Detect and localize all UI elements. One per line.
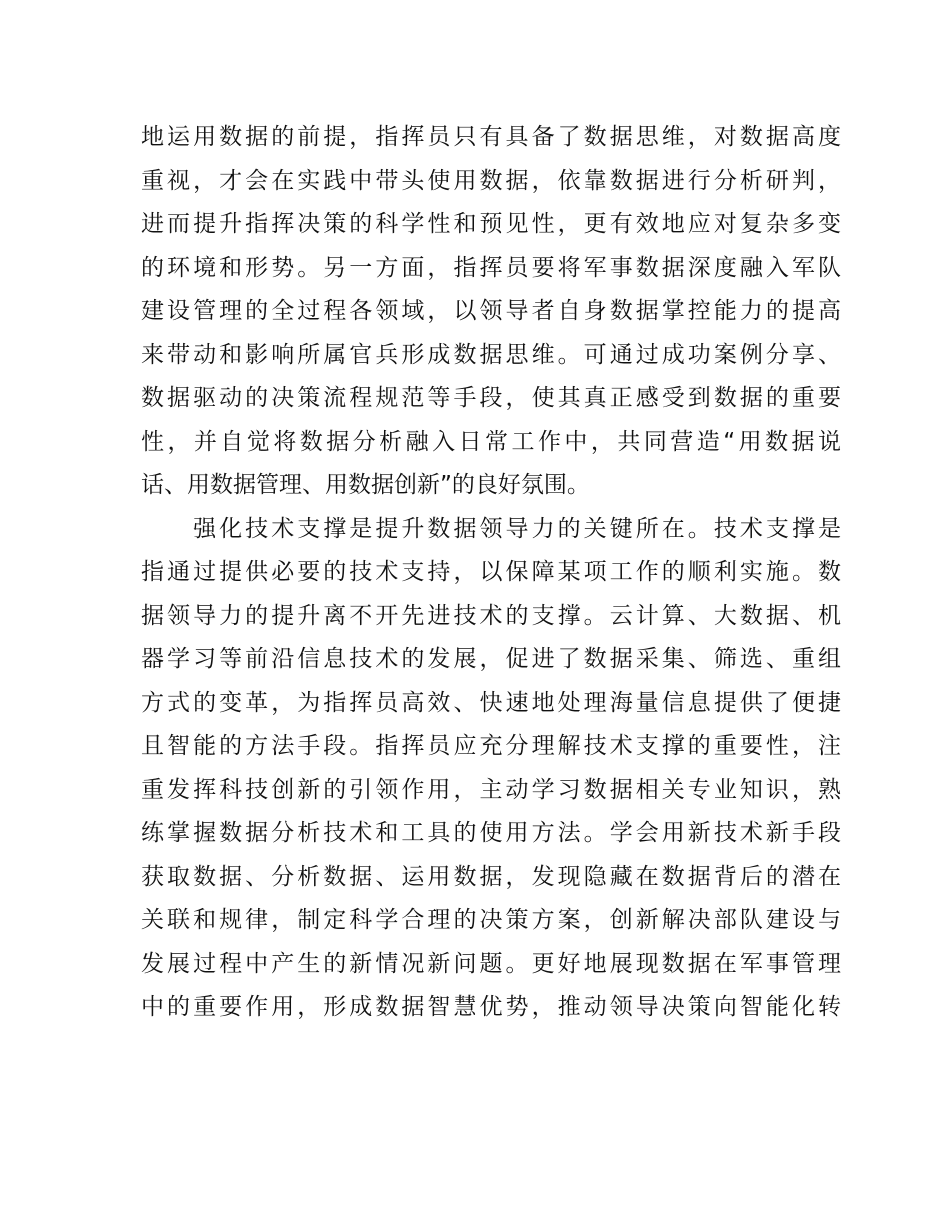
text-line: 性，并自觉将数据分析融入日常工作中，共同营造“用数据说 <box>141 428 841 455</box>
text-line: 话、用数据管理、用数据创新”的良好氛围。 <box>141 472 590 498</box>
text-line: 指通过提供必要的技术支持，以保障某项工作的顺利实施。数 <box>141 559 841 585</box>
text-line: 方式的变革，为指挥员高效、快速地处理海量信息提供了便捷 <box>141 689 841 716</box>
text-line: 据领导力的提升离不开先进技术的支撑。云计算、大数据、机 <box>141 602 841 629</box>
text-line: 器学习等前沿信息技术的发展，促进了数据采集、筛选、重组 <box>141 646 841 672</box>
paragraph-2 <box>141 508 841 1030</box>
text-line: 数据驱动的决策流程规范等手段，使其真正感受到数据的重要 <box>141 385 841 411</box>
text-line: 发展过程中产生的新情况新问题。更好地展现数据在军事管理 <box>141 950 841 977</box>
text-line: 且智能的方法手段。指挥员应充分理解技术支撑的重要性，注 <box>141 733 841 759</box>
text-line: 获取数据、分析数据、运用数据，发现隐藏在数据背后的潜在 <box>141 863 841 890</box>
body-text <box>141 116 841 1030</box>
text-line: 中的重要作用，形成数据智慧优势，推动领导决策向智能化转 <box>141 994 841 1020</box>
text-line: 的环境和形势。另一方面，指挥员要将军事数据深度融入军队 <box>141 254 841 281</box>
text-line: 关联和规律，制定科学合理的决策方案，创新解决部队建设与 <box>141 907 841 933</box>
text-line: 重发挥科技创新的引领作用，主动学习数据相关专业知识，熟 <box>141 776 841 803</box>
text-line: 地运用数据的前提，指挥员只有具备了数据思维，对数据高度 <box>141 124 841 150</box>
text-line: 重视，才会在实践中带头使用数据，依靠数据进行分析研判， <box>141 167 841 194</box>
text-line: 练掌握数据分析技术和工具的使用方法。学会用新技术新手段 <box>141 820 841 846</box>
paragraph-1 <box>141 116 841 508</box>
text-line: 来带动和影响所属官兵形成数据思维。可通过成功案例分享、 <box>141 341 841 368</box>
text-line: 进而提升指挥决策的科学性和预见性，更有效地应对复杂多变 <box>141 211 841 237</box>
text-line: 建设管理的全过程各领域，以领导者自身数据掌控能力的提高 <box>141 298 841 324</box>
text-line: 强化技术支撑是提升数据领导力的关键所在。技术支撑是 <box>141 515 841 542</box>
